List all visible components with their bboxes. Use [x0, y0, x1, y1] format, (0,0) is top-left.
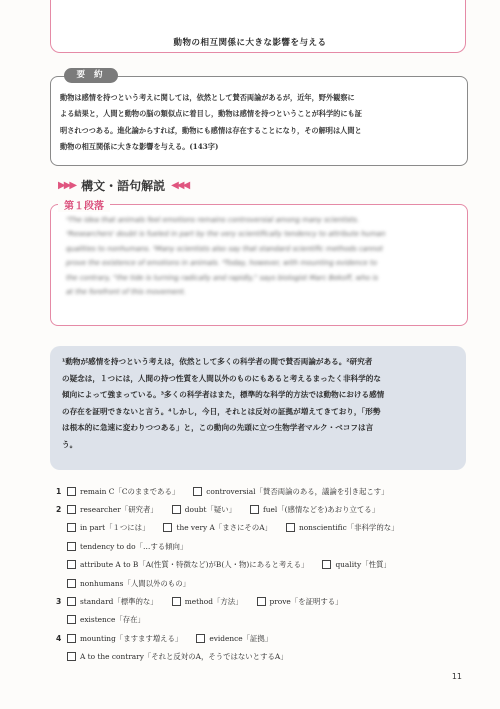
vocab-item — [67, 633, 182, 644]
vocab-item-text: doubt「疑い」 — [184, 505, 236, 515]
vocab-row — [56, 500, 476, 518]
summary-line: 動物は感情を持つという考えに関しては，依然として賛否両論があるが，近年，野外観察に — [60, 93, 355, 102]
checkbox-icon[interactable] — [250, 505, 259, 514]
translation-line: う。 — [62, 439, 78, 449]
english-line: at the forefront of this movement. — [66, 288, 186, 297]
vocab-item-text: A to the contrary「それと反対のA，そうではないとするA」 — [80, 652, 288, 662]
vocab-item — [67, 596, 158, 607]
english-line: prove the existence of emotions in animals. ⁴Today, however, with mounting evidence to — [66, 259, 377, 268]
checkbox-icon[interactable] — [67, 652, 76, 661]
summary-tag: 要 約 — [64, 68, 118, 83]
checkbox-icon[interactable] — [67, 615, 76, 624]
vocab-item-text: controversial「賛否両論のある，議論を引き起こす」 — [206, 486, 389, 496]
vocab-item-text: nonscientific「非科学的な」 — [298, 523, 399, 533]
translation-line: 傾向によって強まっている。³多くの科学者はまた，標準的な科学的方法では動物における感情 — [62, 390, 385, 400]
vocab-item — [250, 504, 379, 515]
checkbox-icon[interactable] — [67, 579, 76, 588]
vocab-sentence-number: 1 — [56, 486, 62, 496]
vocab-row — [56, 482, 476, 500]
checkbox-icon[interactable] — [67, 523, 76, 532]
vocab-item-text: standard「標準的な」 — [80, 597, 158, 607]
vocab-row — [56, 648, 476, 666]
vocab-item-text: method「方法」 — [184, 597, 243, 607]
vocab-item-text: quality「性質」 — [335, 560, 391, 570]
english-line: ¹The idea that animals feel emotions remains controversial among many scientists. — [66, 216, 360, 224]
vocab-item — [193, 486, 388, 497]
vocab-row — [56, 537, 476, 555]
vocab-item-text: attribute A to B「A(性質・特徴など)がB(人・物)にあると考える」 — [80, 560, 309, 570]
summary-line: 動物の相互関係に大きな影響を与える。(143字) — [60, 142, 219, 152]
vocab-item-text: mounting「ますます増える」 — [80, 633, 183, 643]
vocab-item — [172, 596, 243, 607]
vocab-item — [67, 614, 145, 625]
vocab-item — [196, 633, 272, 644]
paragraph-1-english-text — [66, 213, 456, 299]
checkbox-icon[interactable] — [163, 523, 172, 532]
vocab-item — [163, 522, 271, 533]
arrow-left-icon: ◀◀◀ — [171, 179, 189, 191]
paragraph-1-label: 第１段落 — [58, 197, 110, 212]
section-title: 構文・語句解説 — [81, 178, 166, 193]
vocab-row — [56, 629, 476, 647]
vocab-item-text: nonhumans「人間以外のもの」 — [80, 578, 190, 588]
checkbox-icon[interactable] — [196, 634, 205, 643]
translation-line: ¹動物が感情を持つという考えは，依然として多くの科学者の間で賛否両論がある。²研究者 — [62, 357, 373, 366]
summary-text — [60, 90, 460, 156]
vocab-sentence-number: 3 — [56, 597, 62, 607]
vocab-item — [257, 596, 343, 607]
page-number: 11 — [451, 672, 462, 681]
checkbox-icon[interactable] — [172, 505, 181, 514]
vocab-sentence-number: 2 — [56, 505, 62, 515]
checkbox-icon[interactable] — [286, 523, 295, 532]
vocabulary-list — [56, 482, 476, 666]
vocab-item — [67, 522, 149, 533]
vocab-item — [67, 541, 187, 552]
summary-line: よる結果と，人間と動物の脳の類似点に着目し，動物は感情を持つということが科学的にも証 — [60, 109, 362, 119]
previous-section-text: 動物の相互関係に大きな影響を与える — [173, 38, 327, 48]
checkbox-icon[interactable] — [67, 542, 76, 551]
arrow-right-icon: ▶▶▶ — [58, 179, 76, 191]
vocab-row — [56, 519, 476, 537]
checkbox-icon[interactable] — [67, 505, 76, 514]
summary-line: 明されつつある。進化論からすれば，動物にも感情は存在することになり，その解明は人間と — [60, 125, 362, 135]
vocab-item — [322, 559, 390, 570]
vocab-item — [67, 559, 308, 570]
vocab-row — [56, 556, 476, 574]
checkbox-icon[interactable] — [172, 597, 181, 606]
english-line: ²Researchers' doubt is fueled in part by the very scientifically tendency to attribute human — [66, 230, 386, 239]
vocab-row — [56, 592, 476, 610]
vocab-sentence-number: 4 — [56, 633, 62, 643]
vocab-item-text: fuel「(感情などを)あおり立てる」 — [263, 505, 380, 515]
english-line: the contrary, "the tide is turning radically and rapidly," says biologist Marc Bekoff, who is — [66, 273, 378, 282]
vocab-item — [67, 486, 179, 497]
section-header — [58, 176, 188, 194]
translation-line: の存在を証明できないと言う。⁴しかし，今日，それとは反対の証拠が増えてきており，「形勢 — [62, 406, 381, 416]
vocab-item — [172, 504, 236, 515]
vocab-item — [67, 651, 288, 662]
translation-text — [62, 354, 458, 454]
translation-line: は根本的に急速に変わりつつある」と，この動向の先頭に立つ生物学者マルク・ベコフは言 — [62, 423, 374, 433]
checkbox-icon[interactable] — [322, 560, 331, 569]
vocab-item-text: remain C「Cのままである」 — [80, 486, 180, 496]
english-line: qualities to nonhumans. ³Many scientists also say that standard scientific methods cannot — [66, 244, 383, 253]
checkbox-icon[interactable] — [67, 634, 76, 643]
vocab-row — [56, 611, 476, 629]
vocab-item-text: the very A「まさにそのA」 — [176, 523, 272, 533]
vocab-item — [67, 504, 158, 515]
checkbox-icon[interactable] — [193, 487, 202, 496]
translation-line: の疑念は，１つには，人間の持つ性質を人間以外のものにもあると考えるまったく非科学的な — [62, 373, 381, 383]
vocab-row — [56, 574, 476, 592]
vocab-item — [286, 522, 399, 533]
vocab-item-text: existence「存在」 — [80, 615, 145, 625]
checkbox-icon[interactable] — [67, 560, 76, 569]
vocab-item-text: researcher「研究者」 — [80, 505, 158, 515]
vocab-item-text: prove「を証明する」 — [269, 597, 343, 607]
vocab-item-text: evidence「証拠」 — [209, 633, 273, 643]
checkbox-icon[interactable] — [67, 597, 76, 606]
checkbox-icon[interactable] — [257, 597, 266, 606]
vocab-item-text: in part「１つには」 — [80, 523, 150, 533]
checkbox-icon[interactable] — [67, 487, 76, 496]
vocab-item — [67, 578, 190, 589]
vocab-item-text: tendency to do「…する傾向」 — [80, 541, 188, 551]
